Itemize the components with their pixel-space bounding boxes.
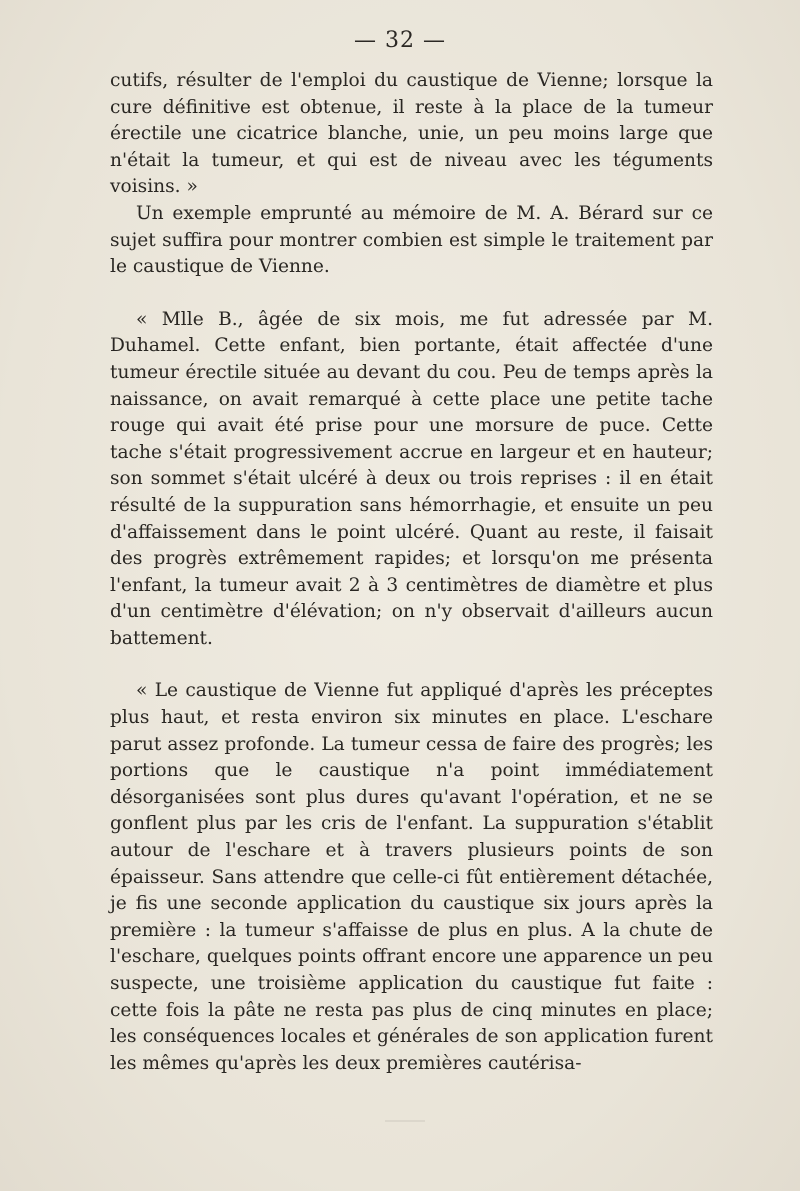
body-text: [110, 68, 713, 1077]
paper-smudge: [385, 1120, 425, 1122]
paragraph-continuation: cutifs, résulter de l'emploi du caustique de Vienne; lorsque la cure définitive est obtenue, il reste à la place de la tumeur érectile une cicatrice blanche, unie, un peu moins large que n'était la tumeur, et qui est de niveau avec les téguments voisins. »: [110, 70, 713, 198]
page-number: — 32 —: [354, 28, 446, 53]
paragraph-example-intro: Un exemple emprunté au mémoire de M. A. Bérard sur ce sujet suffira pour montrer combien est simple le traitement par le caustique de Vienne.: [110, 202, 713, 278]
paragraph-treatment: « Le caustique de Vienne fut appliqué d'après les préceptes plus haut, et resta environ six minutes en place. L'eschare parut assez profonde. La tumeur cessa de faire des progrès; les portions que le caustique n'a point immédiatement désorganisées sont plus dures qu'avant l'opération, et ne se gonflent plus par les cris de l'enfant. La suppuration s'établit autour de l'eschare et à travers plusieurs points de son épaisseur. Sans attendre que celle-ci fût entièrement détachée, je fis une seconde application du caustique six jours après la première : la tumeur s'affaisse de plus en plus. A la chute de l'eschare, quelques points offrant encore une apparence un peu suspecte, une troisième application du caustique fut faite : cette fois la pâte ne resta pas plus de cinq minutes en place; les conséquences locales et générales de son application furent les mêmes qu'après les deux premières cautérisa-: [110, 680, 713, 1074]
paragraph-case-description: « Mlle B., âgée de six mois, me fut adressée par M. Duhamel. Cette enfant, bien portante, était affectée d'une tumeur érectile située au devant du cou. Peu de temps après la naissance, on avait remarqué à cette place une petite tache rouge qui avait été prise pour une morsure de puce. Cette tache s'était progressivement accrue en largeur et en hauteur; son sommet s'était ulcéré à deux ou trois reprises : il en était résulté de la suppuration sans hémorrhagie, et ensuite un peu d'affaissement dans le point ulcéré. Quant au reste, il faisait des progrès extrêmement rapides; et lorsqu'on me présenta l'enfant, la tumeur avait 2 à 3 centimètres de diamètre et plus d'un centimètre d'élévation; on n'y observait d'ailleurs aucun battement.: [110, 308, 713, 649]
paragraph-gap: [110, 652, 713, 678]
paragraph-gap: [110, 281, 713, 307]
